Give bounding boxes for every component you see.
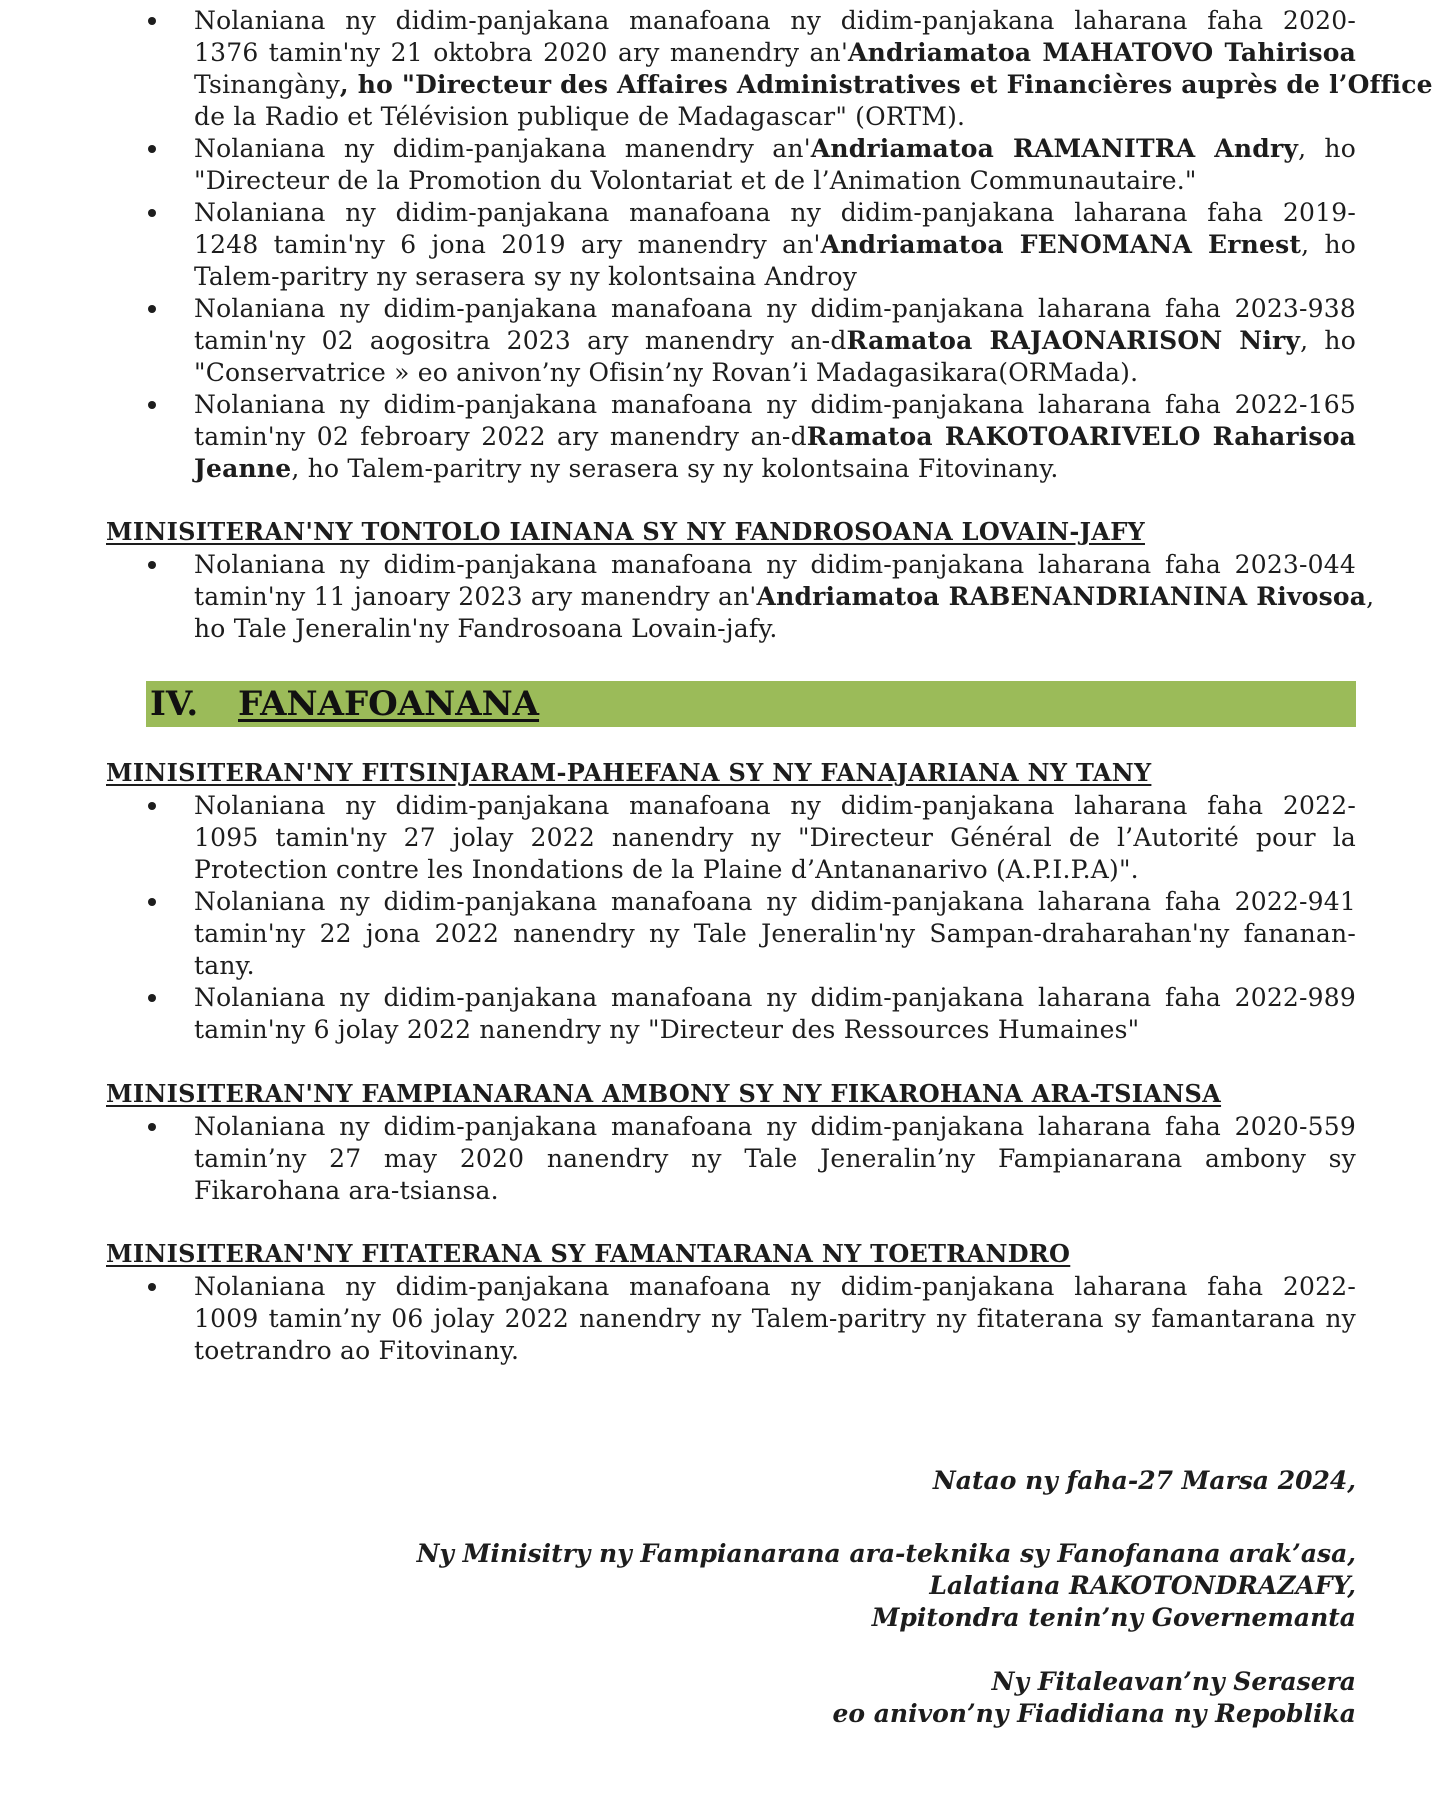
- ministry-heading: MINISITERAN'NY FITATERANA SY FAMANTARANA NY TOETRANDRO: [106, 1239, 1071, 1268]
- text-segment: Nolaniana ny didim-panjakana manafoana ny didim-panjakana laharana faha 2020-: [194, 6, 1356, 35]
- bullet-icon: [148, 561, 156, 569]
- item-text-line: [194, 581, 1375, 613]
- text-segment: Nolaniana ny didim-panjakana manafoana ny didim-panjakana laharana faha 2022-989: [194, 983, 1356, 1012]
- item-text-line: [194, 389, 1356, 421]
- bullet-icon: [148, 401, 156, 409]
- ministry-heading: MINISITERAN'NY TONTOLO IAINANA SY NY FANDROSOANA LOVAIN-JAFY: [106, 517, 1145, 546]
- text-segment: tamin'ny 6 jolay 2022 nanendry ny "Directeur des Ressources Humaines": [194, 1015, 1140, 1044]
- item-text-line: [194, 1271, 1356, 1303]
- text-segment: , ho: [1300, 326, 1356, 355]
- text-segment: Nolaniana ny didim-panjakana manafoana ny didim-panjakana laharana faha 2023-044: [194, 550, 1356, 579]
- text-segment: Nolaniana ny didim-panjakana manafoana ny didim-panjakana laharana faha 2023-938: [194, 294, 1356, 323]
- item-text-line: [194, 918, 1356, 950]
- section-banner: [146, 681, 1356, 727]
- signature-minister-name: Lalatiana RAKOTONDRAZAFY,: [929, 1571, 1356, 1600]
- bullet-icon: [148, 994, 156, 1002]
- text-segment: , ho Talem-paritry ny serasera sy ny kolontsaina Fitovinany.: [291, 454, 1059, 483]
- item-text-line: [194, 197, 1356, 229]
- item-text-line: [194, 822, 1356, 854]
- ministry-heading: MINISITERAN'NY FAMPIANARANA AMBONY SY NY FIKAROHANA ARA-TSIANSA: [106, 1079, 1222, 1108]
- text-segment: tamin'ny 22 jona 2022 nanendry ny Tale Jeneralin'ny Sampan-draharahan'ny fananan-: [194, 919, 1356, 948]
- item-text-line: [194, 1143, 1356, 1175]
- item-text-line: [194, 613, 1356, 645]
- text-segment: tamin'ny 11 janoary 2023 ary manendry an': [194, 582, 757, 611]
- bullet-icon: [148, 17, 156, 25]
- text-segment: Nolaniana ny didim-panjakana manendry an': [194, 134, 811, 163]
- text-segment: Talem-paritry ny serasera sy ny kolontsaina Androy: [194, 262, 858, 291]
- item-text-line: [194, 325, 1356, 357]
- text-segment: 1248 tamin'ny 6 jona 2019 ary manendry an': [194, 230, 821, 259]
- item-text-line: [194, 421, 1356, 453]
- text-segment: 1009 tamin’ny 06 jolay 2022 nanendry ny Talem-paritry ny fitaterana sy famantarana ny: [194, 1304, 1356, 1333]
- text-segment: , ho: [1298, 134, 1356, 163]
- bullet-icon: [148, 209, 156, 217]
- bold-name-text: Andriamatoa RABENANDRIANINA Rivosoa: [756, 582, 1367, 611]
- bold-name-text: Jeanne: [194, 454, 292, 483]
- signature-date: Natao ny faha-27 Marsa 2024,: [932, 1466, 1356, 1495]
- bullet-icon: [148, 802, 156, 810]
- item-text-line: [194, 790, 1356, 822]
- text-segment: Nolaniana ny didim-panjakana manafoana ny didim-panjakana laharana faha 2022-941: [194, 887, 1356, 916]
- text-segment: Fikarohana ara-tsiansa.: [194, 1176, 499, 1205]
- bold-name-text: Ramatoa RAJAONARISON Niry: [846, 326, 1301, 355]
- text-segment: 1095 tamin'ny 27 jolay 2022 nanendry ny "Directeur Général de l’Autorité pour la: [194, 823, 1356, 852]
- item-text-line: [194, 37, 1356, 69]
- signature-minister-role: Mpitondra tenin’ny Governemanta: [871, 1603, 1356, 1632]
- item-text-line: [194, 261, 1356, 293]
- bold-name-text: , ho "Directeur des Affaires Administratives et Financières auprès de l’Office: [339, 70, 1433, 99]
- text-segment: "Directeur de la Promotion du Volontariat et de l’Animation Communautaire.": [194, 166, 1197, 195]
- item-text-line: [194, 1335, 1356, 1367]
- item-text-line: [194, 69, 1433, 101]
- item-text-line: [194, 950, 1356, 982]
- bold-name-text: Andriamatoa RAMANITRA Andry: [810, 134, 1299, 163]
- text-segment: tamin'ny 02 aogositra 2023 ary manendry an-d: [194, 326, 847, 355]
- item-text-line: [194, 854, 1356, 886]
- bold-name-text: Ramatoa RAKOTOARIVELO Raharisoa: [806, 422, 1356, 451]
- text-segment: tamin'ny 02 febroary 2022 ary manendry an-d: [194, 422, 807, 451]
- item-text-line: [194, 293, 1356, 325]
- bullet-icon: [148, 305, 156, 313]
- item-text-line: [194, 886, 1356, 918]
- item-text-line: [194, 453, 1356, 485]
- bold-name-text: Andriamatoa FENOMANA Ernest: [820, 230, 1302, 259]
- item-text-line: [194, 1175, 1356, 1207]
- text-segment: tamin’ny 27 may 2020 nanendry ny Tale Jeneralin’ny Fampianarana ambony sy: [194, 1144, 1356, 1173]
- section-number: IV.: [150, 684, 199, 724]
- item-text-line: [194, 1303, 1356, 1335]
- signature-minister-title: Ny Minisitry ny Fampianarana ara-teknika sy Fanofanana arak’asa,: [416, 1539, 1356, 1568]
- text-segment: ho Tale Jeneralin'ny Fandrosoana Lovain-jafy.: [194, 614, 778, 643]
- item-text-line: [194, 357, 1356, 389]
- signature-secretary-line1: Ny Fitaleavan’ny Serasera: [991, 1667, 1356, 1696]
- item-text-line: [194, 165, 1356, 197]
- text-segment: tany.: [194, 951, 255, 980]
- text-segment: "Conservatrice » eo anivon’ny Ofisin’ny Rovan’i Madagasikara(ORMada).: [194, 358, 1139, 387]
- item-text-line: [194, 133, 1356, 165]
- text-segment: toetrandro ao Fitovinany.: [194, 1336, 520, 1365]
- text-segment: Nolaniana ny didim-panjakana manafoana ny didim-panjakana laharana faha 2022-165: [194, 390, 1356, 419]
- text-segment: Nolaniana ny didim-panjakana manafoana ny didim-panjakana laharana faha 2019-: [194, 198, 1356, 227]
- signature-secretary-line2: eo anivon’ny Fiadidiana ny Repoblika: [832, 1699, 1356, 1728]
- bullet-icon: [148, 1123, 156, 1131]
- text-segment: Nolaniana ny didim-panjakana manafoana ny didim-panjakana laharana faha 2022-: [194, 1272, 1356, 1301]
- item-text-line: [194, 1111, 1356, 1143]
- bullet-icon: [148, 898, 156, 906]
- text-segment: Nolaniana ny didim-panjakana manafoana ny didim-panjakana laharana faha 2020-559: [194, 1112, 1356, 1141]
- section-title: FANAFOANANA: [238, 684, 540, 724]
- text-segment: , ho: [1301, 230, 1356, 259]
- bullet-icon: [148, 145, 156, 153]
- text-segment: Nolaniana ny didim-panjakana manafoana ny didim-panjakana laharana faha 2022-: [194, 791, 1356, 820]
- text-segment: 1376 tamin'ny 21 oktobra 2020 ary manendry an': [194, 38, 849, 67]
- item-text-line: [194, 1014, 1356, 1046]
- text-segment: Tsinangàny: [194, 70, 340, 99]
- text-segment: de la Radio et Télévision publique de Madagascar" (ORTM).: [194, 102, 966, 131]
- item-text-line: [194, 5, 1356, 37]
- item-text-line: [194, 101, 1356, 133]
- item-text-line: [194, 229, 1356, 261]
- item-text-line: [194, 982, 1356, 1014]
- text-segment: ,: [1366, 582, 1375, 611]
- bullet-icon: [148, 1283, 156, 1291]
- ministry-heading: MINISITERAN'NY FITSINJARAM-PAHEFANA SY NY FANAJARIANA NY TANY: [106, 758, 1152, 787]
- item-text-line: [194, 549, 1356, 581]
- text-segment: Protection contre les Inondations de la Plaine d’Antananarivo (A.P.I.P.A)".: [194, 855, 1139, 884]
- bold-name-text: Andriamatoa MAHATOVO Tahirisoa: [848, 38, 1357, 67]
